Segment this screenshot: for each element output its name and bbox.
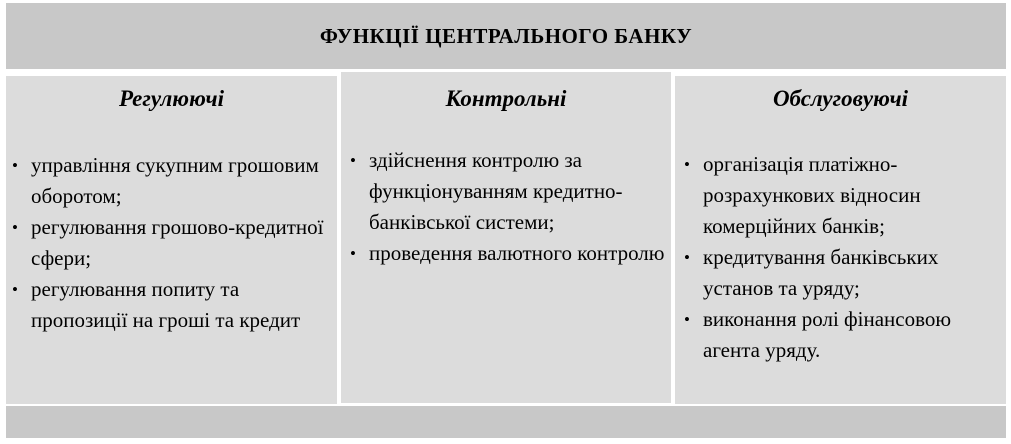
bullet-icon: •	[684, 155, 690, 174]
list-item	[12, 274, 332, 336]
list-item-text: кредитування банківських установ та уряду;	[703, 245, 939, 300]
list-item	[684, 242, 1002, 304]
list-item	[350, 238, 668, 269]
footer-bar	[6, 406, 1006, 438]
list-item-text: виконання ролі фінансовою агента уряду.	[703, 307, 952, 362]
list-item	[12, 212, 332, 274]
bullet-icon: •	[12, 156, 18, 175]
list-item-text: регулювання грошово-кредитної сфери;	[31, 215, 324, 270]
list-item-text: здійснення контролю за функціонуванням кредитно-банківської системи;	[369, 148, 623, 234]
list-item	[684, 149, 1002, 242]
list-item	[350, 145, 668, 238]
function-list	[350, 145, 668, 269]
list-item-text: проведення валютного контролю	[369, 241, 665, 265]
list-item	[684, 304, 1002, 366]
function-list	[12, 150, 332, 336]
bullet-icon: •	[12, 218, 18, 237]
function-list	[684, 149, 1002, 366]
column-heading: Обслуговуючі	[772, 86, 909, 111]
list-item-text: управління сукупним грошовим оборотом;	[31, 153, 319, 208]
list-item-text: організація платіжно-розрахункових відносин комерційних банків;	[703, 152, 921, 238]
column-heading: Регулюючі	[118, 86, 225, 111]
title-bar	[6, 3, 1006, 69]
column-heading: Контрольні	[445, 86, 567, 111]
list-item	[12, 150, 332, 212]
bullet-icon: •	[12, 280, 18, 299]
bullet-icon: •	[684, 310, 690, 329]
bullet-icon: •	[350, 151, 356, 170]
column-control	[341, 72, 671, 403]
bullet-icon: •	[350, 244, 356, 263]
diagram-title: ФУНКЦІЇ ЦЕНТРАЛЬНОГО БАНКУ	[319, 23, 693, 48]
bullet-icon: •	[684, 248, 690, 267]
column-regulatory	[6, 76, 337, 404]
list-item-text: регулювання попиту та пропозиції на гроші та кредит	[31, 277, 301, 332]
column-service	[675, 76, 1006, 404]
